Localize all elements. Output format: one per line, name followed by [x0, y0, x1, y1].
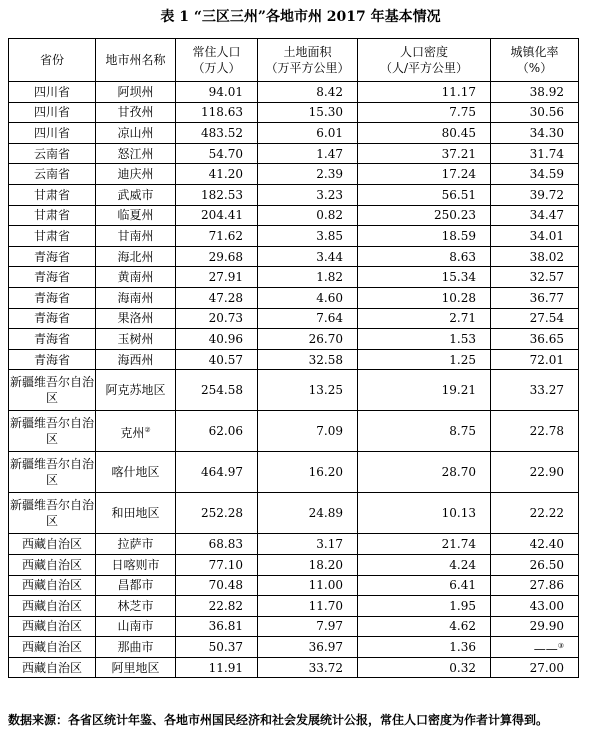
cell-population: 20.73: [176, 308, 258, 329]
cell-area: 3.85: [258, 226, 358, 247]
cell-density: 8.63: [358, 246, 491, 267]
cell-urban: 43.00: [491, 596, 579, 617]
cell-density: 19.21: [358, 370, 491, 411]
cell-area: 18.20: [258, 554, 358, 575]
cell-province: 西藏自治区: [9, 616, 96, 637]
cell-province: 新疆维吾尔自治区: [9, 452, 96, 493]
cell-province: 甘肃省: [9, 184, 96, 205]
cell-province: 青海省: [9, 308, 96, 329]
data-table: [8, 38, 579, 678]
cell-province: 青海省: [9, 287, 96, 308]
cell-urban: 27.86: [491, 575, 579, 596]
cell-province: 西藏自治区: [9, 637, 96, 658]
cell-density: 2.71: [358, 308, 491, 329]
cell-urban: 34.47: [491, 205, 579, 226]
cell-urban: 22.22: [491, 493, 579, 534]
cell-urban: 34.01: [491, 226, 579, 247]
table-row: [9, 493, 579, 534]
table-row: [9, 349, 579, 370]
table-row: [9, 308, 579, 329]
cell-population: 464.97: [176, 452, 258, 493]
cell-density: 1.25: [358, 349, 491, 370]
footnote-mark: ②: [144, 425, 151, 434]
cell-city: 凉山州: [96, 123, 176, 144]
cell-urban: 33.27: [491, 370, 579, 411]
cell-population: 54.70: [176, 143, 258, 164]
cell-urban: 32.57: [491, 267, 579, 288]
cell-population: 254.58: [176, 370, 258, 411]
cell-density: 80.45: [358, 123, 491, 144]
cell-urban: 38.02: [491, 246, 579, 267]
cell-density: 56.51: [358, 184, 491, 205]
cell-area: 13.25: [258, 370, 358, 411]
cell-density: 28.70: [358, 452, 491, 493]
cell-density: 1.53: [358, 329, 491, 350]
table-row: [9, 123, 579, 144]
cell-province: 四川省: [9, 123, 96, 144]
table-row: [9, 205, 579, 226]
table-row: [9, 534, 579, 555]
cell-urban: 39.72: [491, 184, 579, 205]
cell-province: 甘肃省: [9, 226, 96, 247]
cell-city: 克州②: [96, 411, 176, 452]
cell-province: 甘肃省: [9, 205, 96, 226]
cell-population: 41.20: [176, 164, 258, 185]
table-row: [9, 452, 579, 493]
cell-area: 7.09: [258, 411, 358, 452]
cell-density: 6.41: [358, 575, 491, 596]
header-population-unit: （万人）: [192, 61, 241, 75]
cell-population: 182.53: [176, 184, 258, 205]
header-urban: [491, 39, 579, 82]
cell-urban: 42.40: [491, 534, 579, 555]
table-row: [9, 226, 579, 247]
cell-area: 4.60: [258, 287, 358, 308]
cell-province: 西藏自治区: [9, 596, 96, 617]
cell-urban: 27.00: [491, 657, 579, 678]
cell-city: 昌都市: [96, 575, 176, 596]
cell-area: 2.39: [258, 164, 358, 185]
cell-area: 7.64: [258, 308, 358, 329]
cell-city: 玉树州: [96, 329, 176, 350]
cell-city: 阿克苏地区: [96, 370, 176, 411]
cell-province: 西藏自治区: [9, 575, 96, 596]
header-area-name: 土地面积: [283, 45, 332, 59]
cell-density: 10.13: [358, 493, 491, 534]
cell-area: 33.72: [258, 657, 358, 678]
cell-province: 西藏自治区: [9, 657, 96, 678]
cell-city: 那曲市: [96, 637, 176, 658]
cell-province: 青海省: [9, 349, 96, 370]
table-row: [9, 657, 579, 678]
cell-urban: ——③: [491, 637, 579, 658]
table-row: [9, 370, 579, 411]
cell-urban: 38.92: [491, 82, 579, 103]
cell-city: 果洛州: [96, 308, 176, 329]
cell-density: 17.24: [358, 164, 491, 185]
cell-province: 云南省: [9, 164, 96, 185]
cell-population: 50.37: [176, 637, 258, 658]
cell-population: 252.28: [176, 493, 258, 534]
table-row: [9, 637, 579, 658]
cell-population: 40.57: [176, 349, 258, 370]
table-row: [9, 554, 579, 575]
cell-city: 山南市: [96, 616, 176, 637]
table-row: [9, 329, 579, 350]
cell-urban: 22.78: [491, 411, 579, 452]
header-row: [9, 39, 579, 82]
cell-city: 武威市: [96, 184, 176, 205]
cell-city: 拉萨市: [96, 534, 176, 555]
cell-density: 7.75: [358, 102, 491, 123]
cell-city: 甘南州: [96, 226, 176, 247]
cell-population: 29.68: [176, 246, 258, 267]
cell-area: 1.47: [258, 143, 358, 164]
cell-city: 迪庆州: [96, 164, 176, 185]
cell-urban: 30.56: [491, 102, 579, 123]
cell-area: 26.70: [258, 329, 358, 350]
cell-area: 36.97: [258, 637, 358, 658]
cell-density: 0.32: [358, 657, 491, 678]
cell-area: 3.17: [258, 534, 358, 555]
cell-province: 新疆维吾尔自治区: [9, 411, 96, 452]
cell-urban: 36.77: [491, 287, 579, 308]
table-row: [9, 102, 579, 123]
footnote-mark: ③: [557, 641, 564, 650]
cell-city: 甘孜州: [96, 102, 176, 123]
cell-area: 0.82: [258, 205, 358, 226]
cell-urban: 34.30: [491, 123, 579, 144]
cell-province: 青海省: [9, 329, 96, 350]
cell-population: 77.10: [176, 554, 258, 575]
header-area: [258, 39, 358, 82]
cell-urban: 36.65: [491, 329, 579, 350]
cell-area: 16.20: [258, 452, 358, 493]
header-density: [358, 39, 491, 82]
cell-population: 118.63: [176, 102, 258, 123]
cell-province: 云南省: [9, 143, 96, 164]
header-area-unit: （万平方公里）: [265, 61, 350, 75]
cell-population: 36.81: [176, 616, 258, 637]
cell-density: 15.34: [358, 267, 491, 288]
cell-urban: 72.01: [491, 349, 579, 370]
cell-province: 四川省: [9, 102, 96, 123]
header-density-unit: （人/平方公里）: [379, 61, 469, 75]
cell-city: 怒江州: [96, 143, 176, 164]
cell-density: 11.17: [358, 82, 491, 103]
cell-city: 阿坝州: [96, 82, 176, 103]
cell-population: 40.96: [176, 329, 258, 350]
table-row: [9, 164, 579, 185]
cell-density: 1.95: [358, 596, 491, 617]
cell-city: 日喀则市: [96, 554, 176, 575]
header-city: 地市州名称: [96, 39, 176, 82]
cell-city: 林芝市: [96, 596, 176, 617]
cell-province: 青海省: [9, 246, 96, 267]
cell-urban: 27.54: [491, 308, 579, 329]
table-row: [9, 82, 579, 103]
cell-urban: 31.74: [491, 143, 579, 164]
cell-density: 37.21: [358, 143, 491, 164]
table-row: [9, 411, 579, 452]
table-row: [9, 596, 579, 617]
cell-population: 47.28: [176, 287, 258, 308]
cell-province: 四川省: [9, 82, 96, 103]
cell-density: 250.23: [358, 205, 491, 226]
cell-population: 204.41: [176, 205, 258, 226]
cell-population: 94.01: [176, 82, 258, 103]
cell-area: 3.23: [258, 184, 358, 205]
cell-urban: 22.90: [491, 452, 579, 493]
cell-population: 71.62: [176, 226, 258, 247]
cell-density: 21.74: [358, 534, 491, 555]
cell-province: 青海省: [9, 267, 96, 288]
data-source-note: 数据来源：各省区统计年鉴、各地市州国民经济和社会发展统计公报，常住人口密度为作者计算得到。: [8, 713, 549, 727]
cell-density: 10.28: [358, 287, 491, 308]
cell-area: 7.97: [258, 616, 358, 637]
cell-area: 15.30: [258, 102, 358, 123]
header-population-name: 常住人口: [192, 45, 241, 59]
cell-province: 西藏自治区: [9, 534, 96, 555]
cell-urban: 29.90: [491, 616, 579, 637]
header-population: [176, 39, 258, 82]
cell-population: 62.06: [176, 411, 258, 452]
cell-area: 6.01: [258, 123, 358, 144]
header-urban-name: 城镇化率: [510, 45, 559, 59]
cell-province: 新疆维吾尔自治区: [9, 370, 96, 411]
cell-area: 3.44: [258, 246, 358, 267]
cell-population: 68.83: [176, 534, 258, 555]
cell-city: 海北州: [96, 246, 176, 267]
cell-city: 临夏州: [96, 205, 176, 226]
cell-density: 8.75: [358, 411, 491, 452]
cell-area: 32.58: [258, 349, 358, 370]
table-row: [9, 575, 579, 596]
table-row: [9, 616, 579, 637]
cell-city: 阿里地区: [96, 657, 176, 678]
cell-city: 海南州: [96, 287, 176, 308]
header-density-name: 人口密度: [399, 45, 448, 59]
cell-density: 1.36: [358, 637, 491, 658]
table-row: [9, 184, 579, 205]
cell-population: 27.91: [176, 267, 258, 288]
cell-urban: 26.50: [491, 554, 579, 575]
cell-population: 11.91: [176, 657, 258, 678]
cell-province: 新疆维吾尔自治区: [9, 493, 96, 534]
cell-urban: 34.59: [491, 164, 579, 185]
cell-city: 黄南州: [96, 267, 176, 288]
cell-density: 18.59: [358, 226, 491, 247]
cell-area: 11.70: [258, 596, 358, 617]
cell-city: 海西州: [96, 349, 176, 370]
table-title: 表 1 “三区三州”各地市州 2017 年基本情况: [160, 9, 441, 25]
table-row: [9, 287, 579, 308]
header-urban-unit: （%）: [516, 61, 553, 75]
table-row: [9, 267, 579, 288]
cell-area: 24.89: [258, 493, 358, 534]
cell-area: 8.42: [258, 82, 358, 103]
cell-density: 4.62: [358, 616, 491, 637]
cell-area: 1.82: [258, 267, 358, 288]
cell-population: 70.48: [176, 575, 258, 596]
cell-province: 西藏自治区: [9, 554, 96, 575]
table-row: [9, 246, 579, 267]
table-row: [9, 143, 579, 164]
cell-population: 22.82: [176, 596, 258, 617]
cell-city: 和田地区: [96, 493, 176, 534]
cell-population: 483.52: [176, 123, 258, 144]
cell-area: 11.00: [258, 575, 358, 596]
header-province: 省份: [9, 39, 96, 82]
cell-city: 喀什地区: [96, 452, 176, 493]
cell-density: 4.24: [358, 554, 491, 575]
